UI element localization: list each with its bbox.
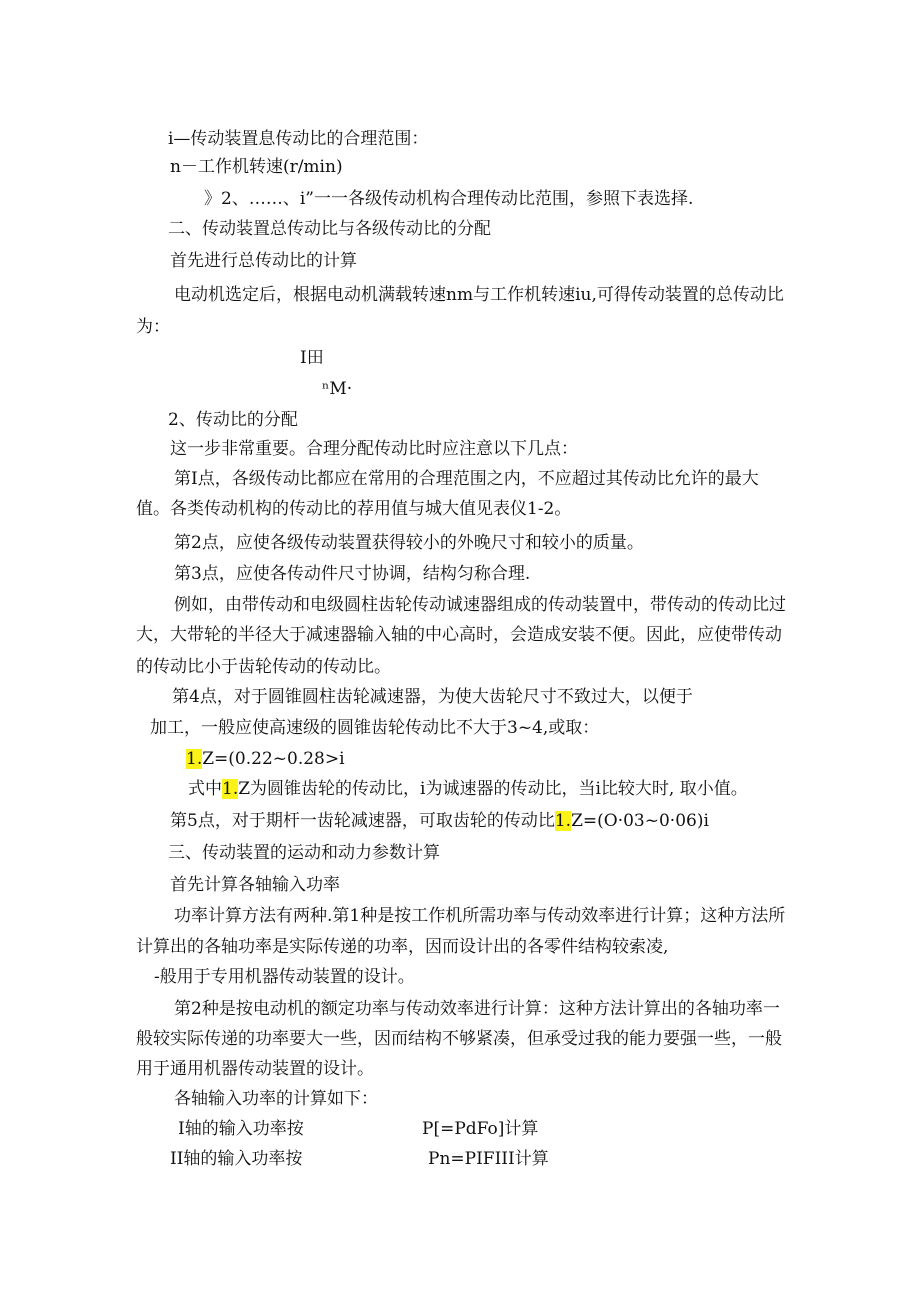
formula-fragment: I田: [300, 348, 324, 368]
text-line: 第2点，应使各级传动装置获得较小的外晚尺寸和较小的质量。: [174, 533, 644, 553]
text-line: 例如，由带传动和电级圆柱齿轮传动诚速器组成的传动装置中，带传动的传动比过: [174, 595, 786, 615]
text-line: 为：: [136, 317, 170, 337]
section-heading: 三、传动装置的运动和动力参数计算: [168, 843, 440, 863]
power-row-label: II轴的输入功率按: [170, 1149, 303, 1169]
text-line: 这一步非常重要。合理分配传动比时应注意以下几点：: [170, 439, 578, 459]
section-heading: 二、传动装置总传动比与各级传动比的分配: [168, 219, 491, 239]
subsection-heading: 2、传动比的分配: [168, 410, 298, 430]
text-line: 加工，一般应使高速级的圆锥齿轮传动比不大于3~4,或取：: [150, 718, 600, 738]
text-segment: Z为圆锥齿轮的传动比，i为诚速器的传动比，当i比较大时, 取小值。: [238, 779, 748, 799]
text-line: i—传动装置息传动比的合理范围：: [168, 129, 429, 149]
text-line: 的传动比小于齿轮传动的传动比。: [136, 657, 391, 677]
text-line: 各轴输入功率的计算如下：: [174, 1089, 378, 1109]
formula-fragment: ⁿM·: [322, 379, 353, 399]
text-line: 电动机选定后，根据电动机满载转速nm与工作机转速iu,可得传动装置的总传动比: [174, 285, 784, 305]
text-line: 第I点，各级传动比都应在常用的合理范围之内，不应超过其传动比允许的最大: [174, 469, 759, 489]
highlight-mark: 1.: [554, 811, 572, 831]
text-line: 般较实际传递的功率要大一些，因而结构不够紧凑，但承受过我的能力要强一些，一般: [136, 1029, 782, 1049]
text-line: 首先计算各轴输入功率: [170, 875, 340, 895]
highlight-mark: 1.: [222, 779, 239, 799]
highlight-mark: 1.: [186, 749, 203, 769]
power-row-formula: P[=PdFo]计算: [422, 1119, 539, 1139]
text-line: 第3点，应使各传动件尺寸协调，结构匀称合理.: [174, 564, 531, 584]
power-row-formula: Pn=PIFIII计算: [428, 1149, 549, 1169]
text-line: 值。各类传动机构的传动比的荐用值与城大值见表仪1-2。: [136, 499, 572, 519]
text-line: n－工作机转速(r/min): [170, 157, 343, 177]
formula-line: [186, 748, 345, 770]
text-segment: Z=(O·03~0·06)i: [571, 811, 709, 831]
text-line: 第4点，对于圆锥圆柱齿轮减速器，为使大齿轮尺寸不致过大，以便于: [172, 687, 693, 707]
text-segment: 式中: [188, 779, 222, 799]
text-line: 用于通用机器传动装置的设计。: [136, 1059, 374, 1079]
text-line: 》2、……、i”一一各级传动机构合理传动比范围，参照下表选择.: [204, 189, 694, 209]
text-line: 计算出的各轴功率是实际传递的功率，因而设计出的各零件结构较索凌,: [136, 937, 669, 957]
text-line: [188, 778, 748, 800]
power-row-label: I轴的输入功率按: [178, 1119, 304, 1139]
text-line: 第2种是按电动机的额定功率与传动效率进行计算：这种方法计算出的各轴功率一: [174, 999, 780, 1019]
text-line: 首先进行总传动比的计算: [170, 251, 357, 271]
text-line: [170, 810, 709, 832]
text-segment: 第5点，对于期杆一齿轮减速器，可取齿轮的传动比: [170, 811, 555, 831]
text-line: -般用于专用机器传动装置的设计。: [154, 967, 415, 987]
formula-text: Z=(0.22~0.28>i: [202, 749, 345, 769]
text-line: 功率计算方法有两种.第1种是按工作机所需功率与传动效率进行计算；这种方法所: [174, 906, 786, 926]
text-line: 大，大带轮的半径大于减速器输入轴的中心高时，会造成安装不便。因此，应使带传动: [136, 625, 782, 645]
